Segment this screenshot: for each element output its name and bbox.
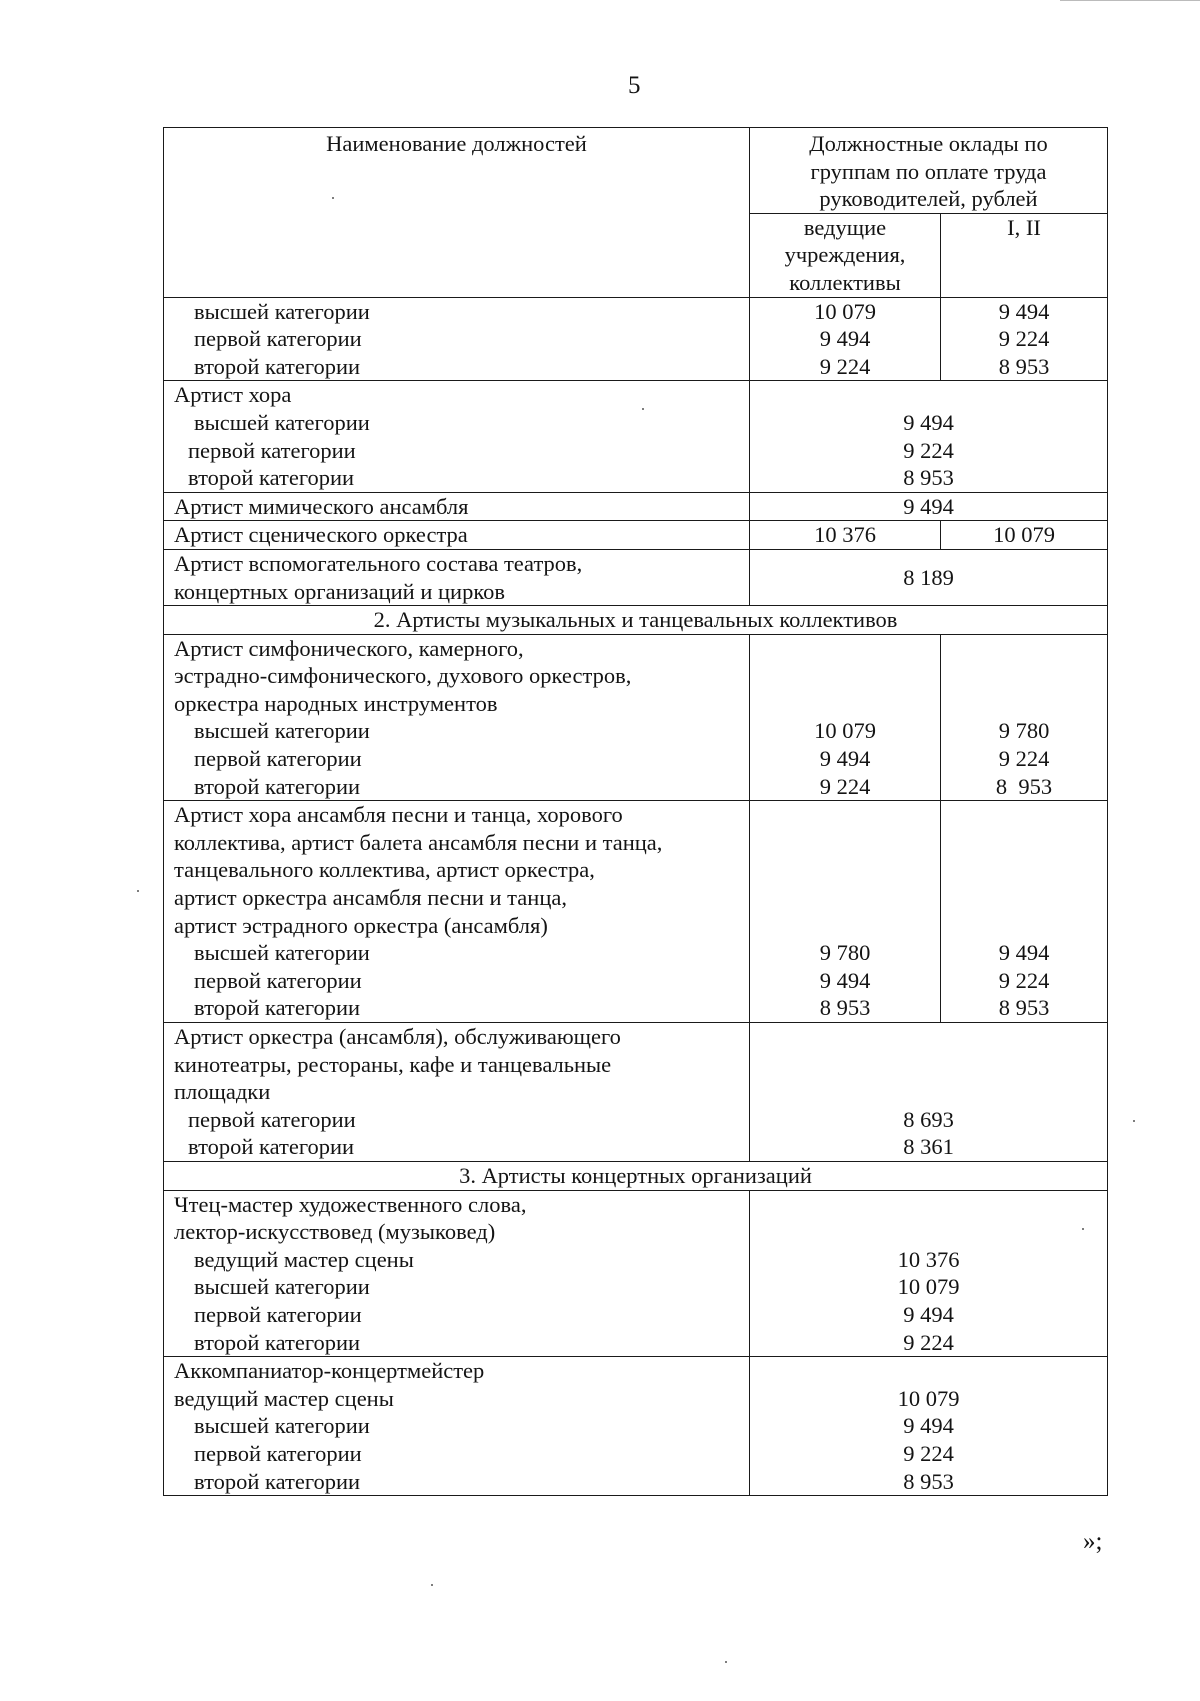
salary-group-i-ii: 9 494 9 224 8 953 bbox=[941, 297, 1108, 381]
table-row bbox=[164, 521, 1108, 550]
salary-common: 9 494 9 224 8 953 bbox=[750, 381, 1108, 492]
table-row bbox=[164, 492, 1108, 521]
position-name: Аккомпаниатор-концертмейстер ведущий мастер сцены высшей категории первой категории второй категории bbox=[164, 1357, 750, 1496]
scan-speck bbox=[431, 1584, 433, 1586]
header-group-i-ii: I, II bbox=[941, 213, 1108, 297]
salary-group-i-ii: 10 079 bbox=[941, 521, 1108, 550]
position-name: Чтец-мастер художественного слова, лектор-искусствовед (музыковед) ведущий мастер сцены высшей категории первой категории второй категории bbox=[164, 1190, 750, 1357]
page-number: 5 bbox=[628, 72, 641, 99]
position-name: Артист оркестра (ансамбля), обслуживающего кинотеатры, рестораны, кафе и танцевальные площадки первой категории второй категории bbox=[164, 1023, 750, 1162]
header-salary-group: Должностные оклады по группам по оплате труда руководителей, рублей bbox=[750, 128, 1108, 214]
table-row bbox=[164, 297, 1108, 381]
scan-speck bbox=[137, 890, 139, 892]
header-leading-institutions: ведущие учреждения, коллективы bbox=[750, 213, 941, 297]
table-row bbox=[164, 801, 1108, 1023]
position-name: Артист сценического оркестра bbox=[164, 521, 750, 550]
table-row bbox=[164, 1190, 1108, 1357]
scan-speck bbox=[1082, 1228, 1084, 1230]
salary-group-i-ii: 9 780 9 224 8 953 bbox=[941, 634, 1108, 801]
section-heading: 3. Артисты концертных организаций bbox=[164, 1161, 1108, 1190]
salary-common: 10 079 9 494 9 224 8 953 bbox=[750, 1357, 1108, 1496]
header-row bbox=[164, 128, 1108, 214]
position-name: высшей категории первой категории второй категории bbox=[164, 297, 750, 381]
table-row bbox=[164, 549, 1108, 605]
salary-leading: 9 780 9 494 8 953 bbox=[750, 801, 941, 1023]
scan-speck bbox=[642, 408, 644, 410]
position-name: Артист вспомогательного состава театров, концертных организаций и цирков bbox=[164, 549, 750, 605]
table-row bbox=[164, 1023, 1108, 1162]
header-position: Наименование должностей bbox=[164, 128, 750, 298]
position-name: Артист хора ансамбля песни и танца, хорового коллектива, артист балета ансамбля песни и танца, танцевального коллектива, артист оркестра, артист оркестра ансамбля песни и танца, артист эстрадного оркестра (ансамбля) высшей категории первой категории второй категории bbox=[164, 801, 750, 1023]
scan-speck bbox=[725, 1661, 727, 1663]
salary-common: 10 376 10 079 9 494 9 224 bbox=[750, 1190, 1108, 1357]
salary-common: 8 189 bbox=[750, 549, 1108, 605]
scan-edge-line bbox=[1060, 0, 1200, 1]
scan-speck bbox=[332, 197, 334, 199]
scan-speck bbox=[1133, 1120, 1135, 1122]
position-name: Артист хора высшей категории первой категории второй категории bbox=[164, 381, 750, 492]
salary-leading: 10 079 9 494 9 224 bbox=[750, 634, 941, 801]
table-row bbox=[164, 634, 1108, 801]
section-heading-row bbox=[164, 606, 1108, 635]
table-row bbox=[164, 381, 1108, 492]
salary-group-i-ii: 9 494 9 224 8 953 bbox=[941, 801, 1108, 1023]
position-name: Артист мимического ансамбля bbox=[164, 492, 750, 521]
salary-table bbox=[163, 127, 1108, 1496]
table-row bbox=[164, 1357, 1108, 1496]
salary-leading: 10 079 9 494 9 224 bbox=[750, 297, 941, 381]
salary-common: 8 693 8 361 bbox=[750, 1023, 1108, 1162]
section-heading-row bbox=[164, 1161, 1108, 1190]
salary-leading: 10 376 bbox=[750, 521, 941, 550]
salary-common: 9 494 bbox=[750, 492, 1108, 521]
section-heading: 2. Артисты музыкальных и танцевальных коллективов bbox=[164, 606, 1108, 635]
closing-quote-mark: »; bbox=[1083, 1528, 1103, 1555]
position-name: Артист симфонического, камерного, эстрадно-симфонического, духового оркестров, оркестра народных инструментов высшей категории первой категории второй категории bbox=[164, 634, 750, 801]
